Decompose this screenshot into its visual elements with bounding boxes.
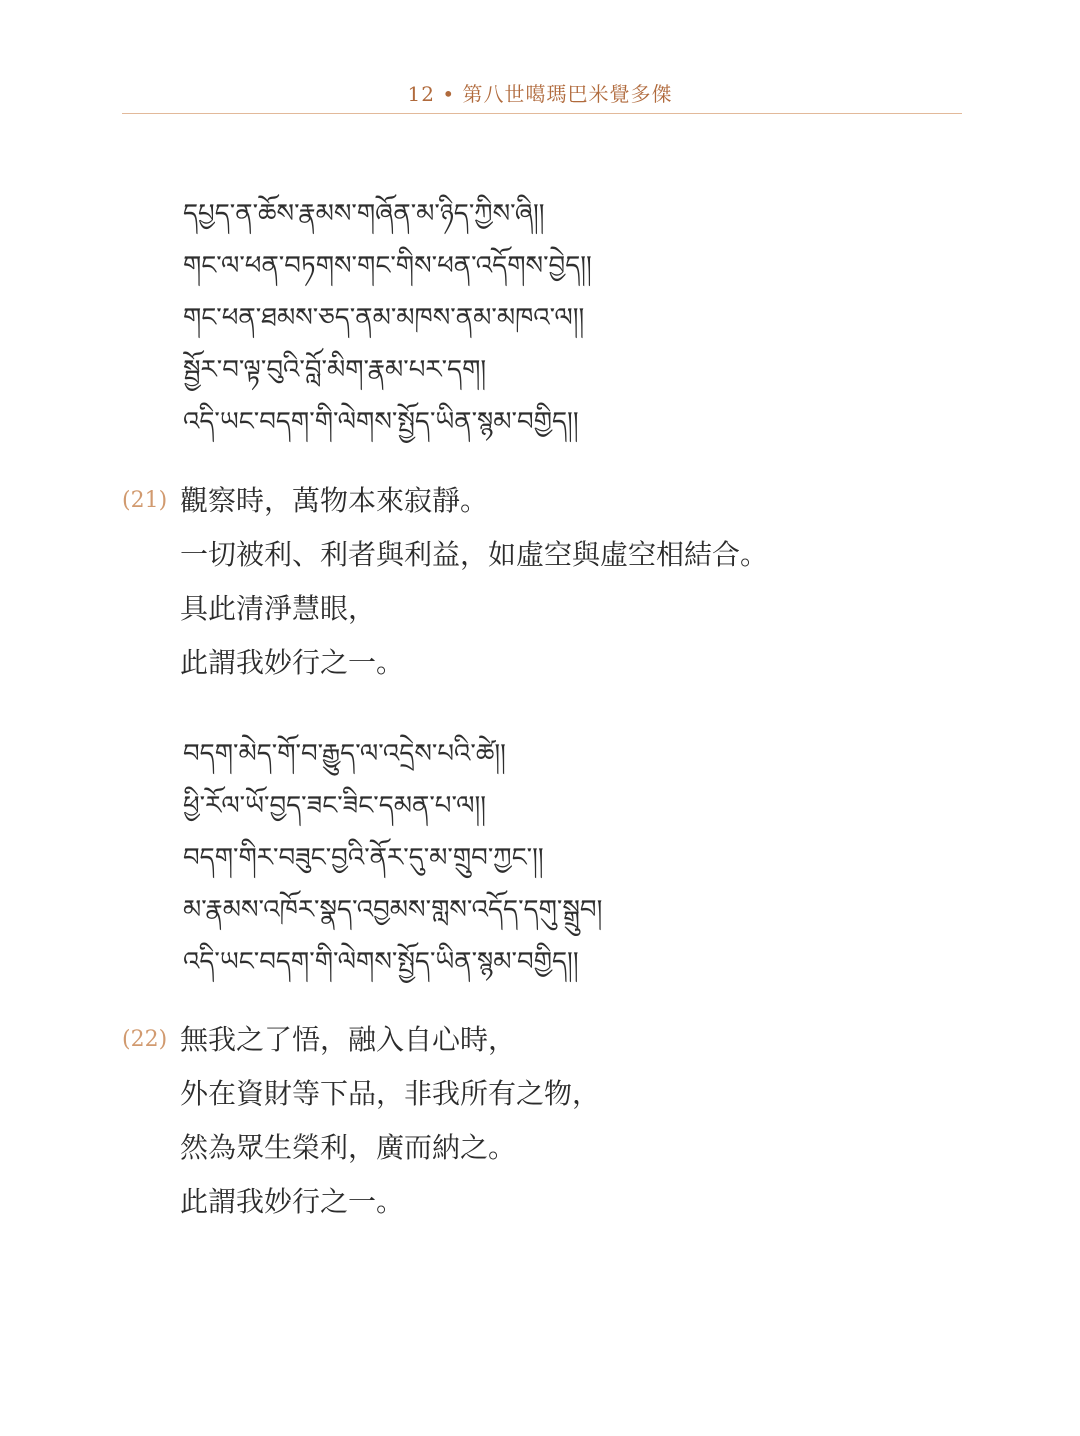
tibetan-line: འདི་ཡང་བདག་གི་ལེགས་སྤྱོད་ཡིན་སྙམ་བགྱིད།། (183, 407, 579, 437)
verse-number: (21) (122, 488, 168, 513)
verse-number: (22) (122, 1027, 168, 1052)
tibetan-line: བདག་གིར་བཟུང་བྱའི་ནོར་དུ་མ་གྲུབ་ཀྱང་།། (183, 843, 544, 873)
translation-line: 此謂我妙行之一。 (180, 1185, 405, 1218)
verse-21-translation (180, 474, 768, 690)
header-divider (122, 113, 962, 114)
translation-line: 一切被利、利者與利益，如虛空與虛空相結合。 (180, 538, 769, 571)
running-header: 12 • 第八世噶瑪巴米覺多傑 (407, 82, 673, 106)
tibetan-line: བདག་མེད་གོ་བ་རྒྱུད་ལ་འདྲེས་པའི་ཚེ།། (183, 739, 506, 769)
translation-line: 此謂我妙行之一。 (180, 646, 405, 679)
tibetan-line: དཔྱད་ན་ཆོས་རྣམས་གཞོན་མ་ཉིད་ཀྱིས་ཞི།། (183, 199, 545, 229)
tibetan-line: ཕྱི་རོལ་ཡོ་བྱད་ཟང་ཟིང་དམན་པ་ལ།། (183, 791, 487, 821)
tibetan-line: གང་ལ་ཕན་བཏགས་གང་གིས་ཕན་འདོགས་བྱེད།། (183, 251, 592, 281)
verse-22-translation (180, 1013, 600, 1229)
tibetan-line: སྦྱོར་བ་ལྟ་བུའི་བློ་མིག་རྣམ་པར་དག། (183, 355, 487, 385)
tibetan-line: གང་ཕན་ཐམས་ཅད་ནམ་མཁས་ནམ་མཁའ་ལ།། (183, 303, 585, 333)
tibetan-line: འདི་ཡང་བདག་གི་ལེགས་སྤྱོད་ཡིན་སྙམ་བགྱིད།། (183, 947, 579, 977)
tibetan-verse-block-1 (183, 188, 592, 448)
tibetan-verse-block-2 (183, 728, 602, 988)
translation-line: 外在資財等下品，非我所有之物， (180, 1077, 601, 1110)
translation-line: 無我之了悟，融入自心時， (180, 1023, 517, 1056)
translation-line: 觀察時，萬物本來寂靜。 (180, 484, 489, 517)
translation-line: 然為眾生榮利，廣而納之。 (180, 1131, 517, 1164)
translation-line: 具此清淨慧眼， (180, 592, 377, 625)
tibetan-line: མ་རྣམས་འཁོར་སྣད་འབྱམས་གླས་འདོད་དགུ་སྒྲུབ། (183, 895, 603, 925)
